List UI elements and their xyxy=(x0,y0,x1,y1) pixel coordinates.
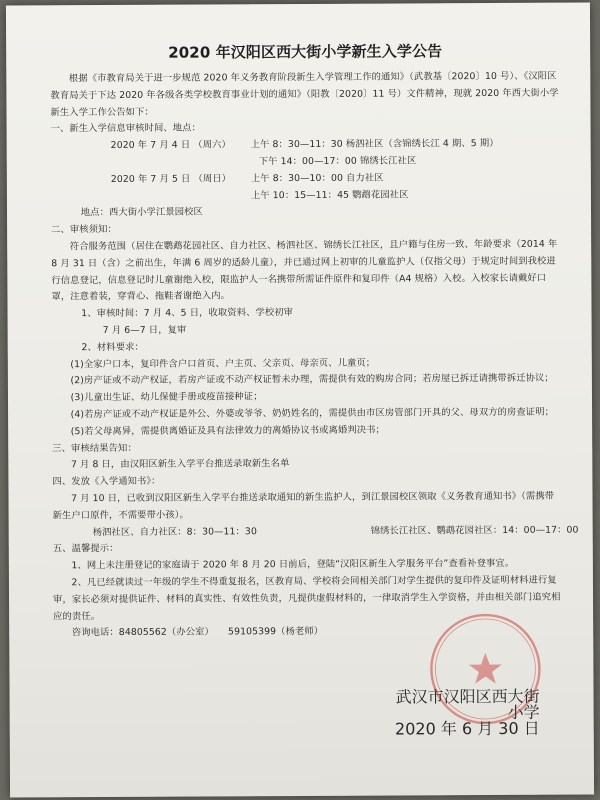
review-time-line: 1、审核时间：7 月 4、5 日，收取资料、学校初审 xyxy=(81,307,294,320)
tip-item: 1、网上未注册登记的家庭请于 2020 年 8 月 20 日前后，登陆“汉阳区新生入学服务平台”查看补登事宜。 xyxy=(71,557,515,572)
section-4-heading: 四、发放《入学通知书》： xyxy=(52,475,161,488)
section-2-heading: 二、审核须知： xyxy=(51,224,117,236)
intro-paragraph: 根据《市教育局关于进一步规范 2020 年义务教育阶段新生入学管理工作的通知》（武教基〔2020〕10 号）、《汉阳区教育局关于下达 2020 年各级各类学校教育事业计划的通知》（阳教〔2020〕11 号）文件精神，现就 2020 年西大街小学新生入学工作公告如下： xyxy=(50,70,559,118)
schedule-slot: 上午 8：30—10：00 自力社区 xyxy=(250,172,384,185)
section-1-heading: 一、新生入学信息审核时间、地点： xyxy=(50,122,201,135)
pickup-time: 锦绣长江社区、鹦鹉花园社区：14：00—17：00 xyxy=(370,524,579,537)
material-item: (1)全家户口本，复印件含户口首页、户主页、父亲页、母亲页、儿童页； xyxy=(70,357,376,370)
section-3-body: 7 月 8 日，由汉阳区新生入学平台推送录取新生名单 xyxy=(70,458,290,471)
schedule-date: 2020 年 7 月 5 日 （周日） xyxy=(110,173,232,185)
contact-phone: 咨询电话：84805562（办公室） 59105399（杨老师） xyxy=(71,626,324,639)
material-item: (2)房产证或不动产权证，若房产证或不动产权证暂未办理，需提供有效的购房合同；若房屋已拆迁请携带拆迁协议； xyxy=(70,373,554,387)
section-3-heading: 三、审核结果告知： xyxy=(52,442,137,454)
schedule-slot: 上午 8：30—11：30 杨泗社区（含锦绣长江 4 期、5 期） xyxy=(250,138,499,151)
notice-document xyxy=(50,39,579,643)
section-2-body: 符合服务范围（居住在鹦鹉花园社区、自力社区、杨泗社区、锦绣长江社区，且户籍与住房一致、年龄要求（2014 年 8 月 31 日（含）之前出生，年满 6 周岁的适龄儿童），并已通过网上初审的儿童监护人（仅指父母）于规定时间到我校进行信息登记，信息登记时儿童谢绝入校，限监护人一名携带所需证件原件和复印件（A4 规格）入校。入校家长请戴好口罩，注意着装，穿背心、拖鞋者谢绝入内。 xyxy=(51,238,558,303)
material-item: (3)儿童出生证、幼儿保健手册或疫苗接种证； xyxy=(70,391,263,404)
material-item: (4)若房产证或不动产权证是外公、外婆或爷爷、奶奶姓名的，需提供由市区房管部门开具的父、母双方的房查证明； xyxy=(70,406,555,421)
signer-name: 武汉市汉阳区西大街小学 xyxy=(395,686,540,722)
notice-paper xyxy=(6,2,594,797)
section-4-body: 7 月 10 日，已收到汉阳区新生入学平台推送录取通知的新生监护人，到江景园校区领取《义务教育通知书》（需携带新生户口原件，不需要带小孩）。 xyxy=(52,490,555,522)
pickup-time: 杨泗社区、自力社区：8：30—11：30 xyxy=(92,525,257,538)
review-time-line: 7 月 6—7 日，复审 xyxy=(102,324,187,336)
location-line: 地点：西大街小学江景园校区 xyxy=(80,206,203,219)
materials-heading: 2、材料要求： xyxy=(81,341,144,353)
section-5-heading: 五、温馨提示： xyxy=(52,543,119,555)
schedule-date: 2020 年 7 月 4 日 （周六） xyxy=(110,139,231,152)
tip-item: 2、凡已经就读过一年级的学生不得重复报名，区教育局、学校将会同相关部门对学生提供的复印件及证明材料进行复审，家长必须对提供证件、材料的真实性、有效性负责，凡提供虚假材料的，一律取消学生入学资格，并由相关部门追究相应的责任。 xyxy=(53,574,561,622)
page-title: 2020 年汉阳区西大街小学新生入学公告 xyxy=(168,42,443,62)
signature-block xyxy=(390,686,540,739)
schedule-slot: 上午 10：15—11：45 鹦鹉花园社区 xyxy=(250,189,409,201)
schedule-row xyxy=(51,186,561,205)
material-item: (5)若父母离异，需提供离婚证及具有法律效力的离婚协议书或离婚判决书； xyxy=(70,424,385,437)
sign-date: 2020 年 6 月 30 日 xyxy=(394,718,540,739)
pickup-times-row xyxy=(53,522,579,541)
schedule-slot: 下午 14：00—17：00 锦绣长江社区 xyxy=(258,155,417,168)
